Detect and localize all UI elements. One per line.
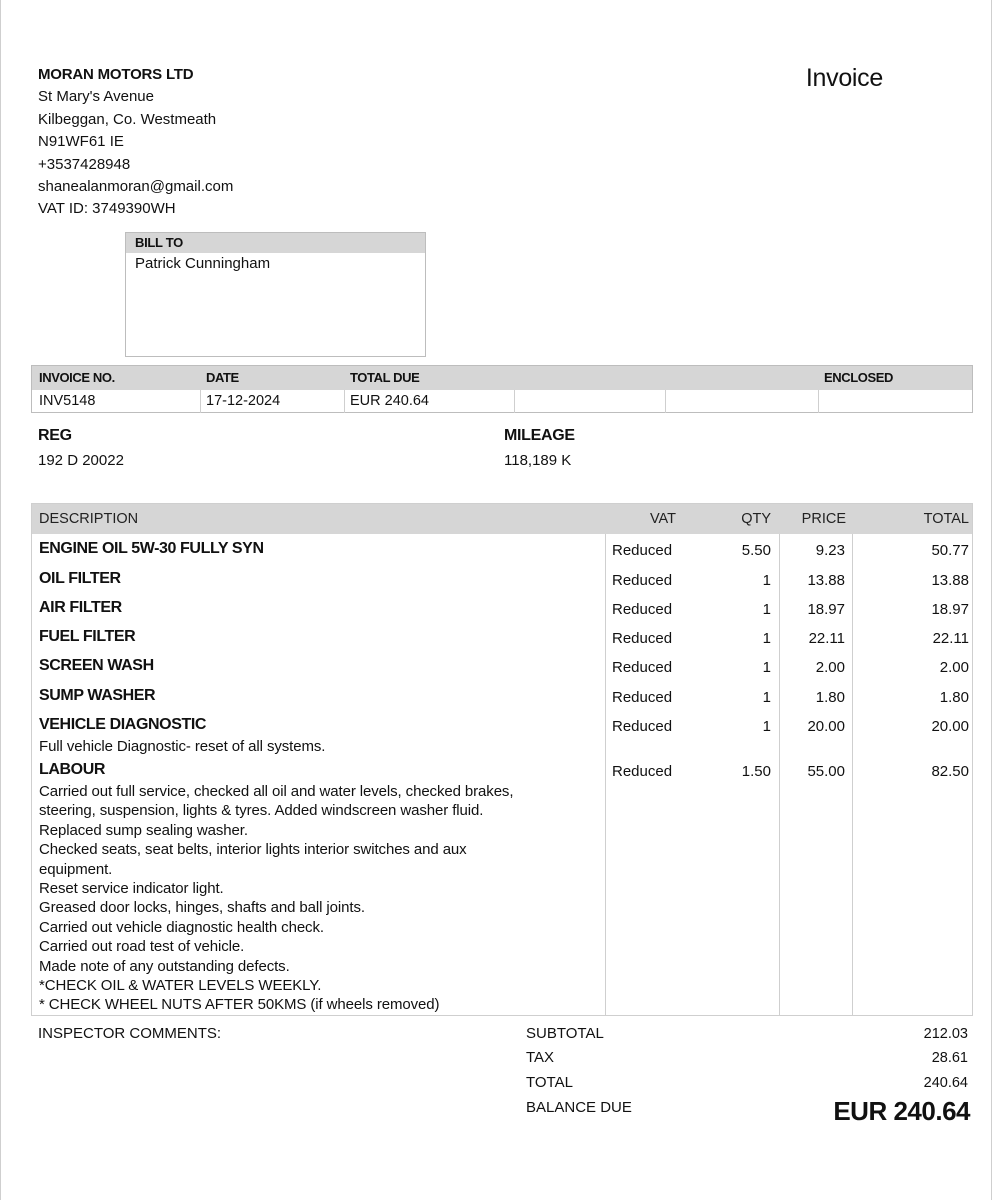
enclosed-header: ENCLOSED [824,370,894,385]
item-vat: Reduced [612,601,673,618]
column-divider [852,534,853,1015]
labour-line: steering, suspension, lights & tyres. Added windscreen washer fluid. [39,802,484,820]
item-name: FUEL FILTER [39,628,136,645]
vat-header: VAT [649,511,676,527]
item-qty: 1 [762,718,771,735]
item-price: 2.00 [815,659,845,676]
bill-to-box [125,232,426,357]
item-price: 13.88 [807,572,845,589]
reg-value: 192 D 20022 [38,452,124,469]
labour-line: * CHECK WHEEL NUTS AFTER 50KMS (if wheels removed) [39,996,440,1014]
item-price: 9.23 [815,542,845,559]
tax-value: 28.61 [931,1050,968,1066]
item-vat: Reduced [612,659,673,676]
labour-line: *CHECK OIL & WATER LEVELS WEEKLY. [39,977,322,995]
item-qty: 1 [762,630,771,647]
labour-line: Carried out full service, checked all oil and water levels, checked brakes, [39,783,514,800]
item-price: 1.80 [815,689,845,706]
document-title: Invoice [805,64,883,92]
company-vat-id: VAT ID: 3749390WH [38,200,176,218]
reg-label: REG [38,427,72,444]
invoice-no-value: INV5148 [39,393,96,409]
item-qty: 1 [762,659,771,676]
labour-line: equipment. [39,860,113,878]
labour-line: Checked seats, seat belts, interior lights interior switches and aux [39,841,467,859]
labour-line: Greased door locks, hinges, shafts and ball joints. [39,899,365,917]
total-due-header: TOTAL DUE [350,370,420,385]
labour-line: Made note of any outstanding defects. [39,957,290,975]
item-total: 1.80 [939,689,969,706]
item-name: LABOUR [39,761,106,778]
item-total: 22.11 [932,630,969,647]
mileage-value: 118,189 K [504,452,572,469]
item-total: 18.97 [931,601,969,618]
labour-line: Carried out road test of vehicle. [39,938,245,956]
divider [344,390,345,413]
item-total: 50.77 [931,542,969,559]
item-vat: Reduced [612,542,673,559]
invoice-meta-header [32,366,972,390]
balance-due-value: EUR 240.64 [833,1096,970,1126]
company-postcode: N91WF61 IE [38,133,124,151]
subtotal-label: SUBTOTAL [526,1025,604,1042]
item-total: 82.50 [931,763,969,780]
company-name: MORAN MOTORS LTD [38,66,194,83]
item-vat: Reduced [612,718,673,735]
item-name: VEHICLE DIAGNOSTIC [39,716,207,733]
item-description: Full vehicle Diagnostic- reset of all systems. [39,738,326,755]
item-total: 13.88 [931,572,969,589]
total-header: TOTAL [923,511,969,527]
labour-line: Carried out vehicle diagnostic health check. [39,918,324,936]
item-vat: Reduced [612,572,673,589]
description-header: DESCRIPTION [39,511,139,527]
divider [665,390,666,413]
item-qty: 1 [762,689,771,706]
item-qty: 5.50 [741,542,771,559]
labour-line: Replaced sump sealing washer. [39,821,248,839]
total-label: TOTAL [526,1074,573,1091]
company-address-line1: St Mary's Avenue [38,88,154,106]
line-items-header [32,504,972,534]
item-price: 18.97 [807,601,845,618]
company-phone: +3537428948 [38,155,131,173]
labour-description [39,782,599,1015]
item-vat: Reduced [612,763,673,780]
labour-line: Reset service indicator light. [39,880,224,898]
item-qty: 1 [762,601,771,618]
item-total: 20.00 [931,718,969,735]
item-name: SCREEN WASH [39,657,154,674]
mileage-label: MILEAGE [504,427,575,444]
column-divider [605,534,606,1015]
item-name: ENGINE OIL 5W-30 FULLY SYN [39,540,264,557]
invoice-no-header: INVOICE NO. [39,370,115,385]
price-header: PRICE [801,511,846,527]
item-qty: 1.50 [741,763,771,780]
company-address-line2: Kilbeggan, Co. Westmeath [38,110,217,128]
tax-label: TAX [526,1049,555,1066]
qty-header: QTY [741,511,771,527]
item-vat: Reduced [612,630,673,647]
bill-to-label: BILL TO [126,233,425,253]
total-value: 240.64 [923,1075,968,1091]
divider [514,390,515,413]
divider [818,390,819,413]
item-qty: 1 [762,572,771,589]
item-price: 22.11 [808,630,845,647]
item-price: 55.00 [807,763,845,780]
item-vat: Reduced [612,689,673,706]
item-name: AIR FILTER [39,599,122,616]
date-header: DATE [206,370,239,385]
date-value: 17-12-2024 [206,393,281,409]
company-email: shanealanmoran@gmail.com [38,178,234,196]
invoice-meta-table [31,365,973,413]
line-items-table [31,503,973,1016]
company-block [38,64,233,221]
bill-to-name: Patrick Cunningham [135,255,271,272]
item-name: OIL FILTER [39,570,121,587]
item-name: SUMP WASHER [39,687,156,704]
balance-due-label: BALANCE DUE [526,1099,632,1116]
subtotal-value: 212.03 [923,1026,968,1042]
item-total: 2.00 [939,659,969,676]
inspector-comments-label: INSPECTOR COMMENTS: [38,1025,222,1042]
column-divider [779,534,780,1015]
item-price: 20.00 [807,718,845,735]
total-due-value: EUR 240.64 [350,393,429,409]
invoice-meta-row [32,390,972,413]
divider [200,390,201,413]
